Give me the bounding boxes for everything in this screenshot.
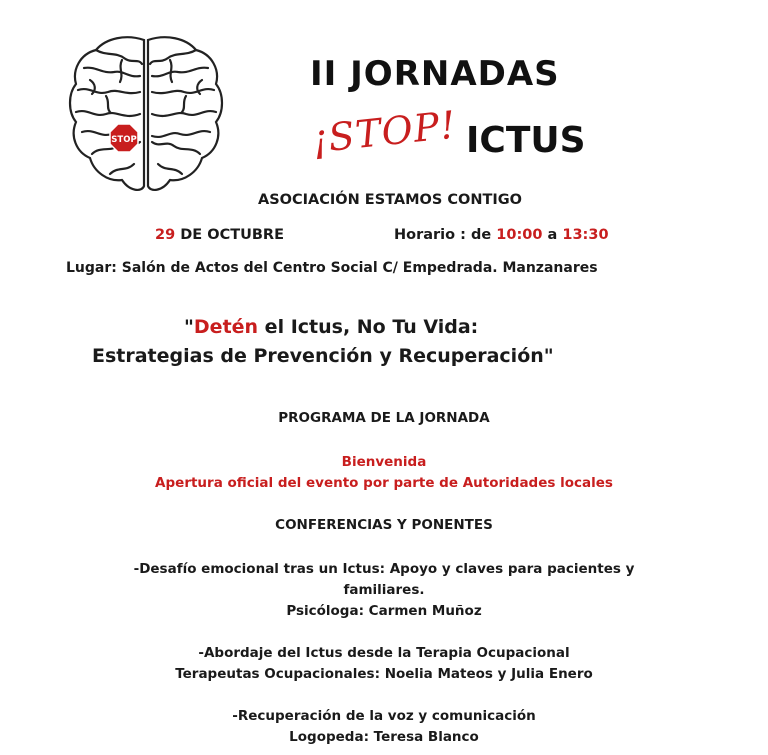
slogan-line2: Estrategias de Prevención y Recuperación" (92, 345, 554, 367)
slogan-line1-rest: el Ictus, No Tu Vida: (258, 316, 479, 338)
svg-text:STOP: STOP (111, 135, 137, 145)
association-name: ASOCIACIÓN ESTAMOS CONTIGO (258, 192, 522, 208)
talk3-title: -Recuperación de la voz y comunicación (232, 708, 536, 724)
brain-icon (66, 32, 226, 200)
event-venue: Lugar: Salón de Actos del Centro Social C/ Empedrada. Manzanares (66, 260, 598, 276)
talk2-title: -Abordaje del Ictus desde la Terapia Ocupacional (198, 645, 570, 661)
event-schedule (394, 227, 609, 243)
stop-sign-icon (110, 124, 138, 152)
program-opening: Apertura oficial del evento por parte de Autoridades locales (155, 475, 613, 491)
schedule-start: 10:00 (496, 227, 543, 243)
event-title-line2: ICTUS (466, 120, 586, 161)
talk3-speaker: Logopeda: Teresa Blanco (289, 729, 479, 745)
event-date (155, 227, 284, 243)
schedule-end: 13:30 (562, 227, 609, 243)
event-day: 29 (155, 227, 176, 243)
program-welcome: Bienvenida (341, 454, 427, 470)
program-heading: PROGRAMA DE LA JORNADA (278, 410, 490, 426)
schedule-label: Horario : de (394, 227, 492, 243)
talk2-speaker: Terapeutas Ocupacionales: Noelia Mateos y Julia Enero (175, 666, 593, 682)
event-month: DE OCTUBRE (180, 227, 284, 243)
talk1-title-line2: familiares. (343, 582, 425, 598)
talk1-title-line1: -Desafío emocional tras un Ictus: Apoyo y claves para pacientes y (133, 561, 635, 577)
stop-slogan: ¡STOP! (310, 102, 459, 162)
schedule-connector: a (547, 227, 558, 243)
talk1-speaker: Psicóloga: Carmen Muñoz (286, 603, 482, 619)
conferences-heading: CONFERENCIAS Y PONENTES (275, 517, 493, 533)
event-title-line1: II JORNADAS (310, 54, 560, 94)
slogan-open-quote: " (184, 316, 194, 338)
slogan-line1 (184, 316, 478, 338)
slogan-highlight: Detén (193, 316, 259, 338)
